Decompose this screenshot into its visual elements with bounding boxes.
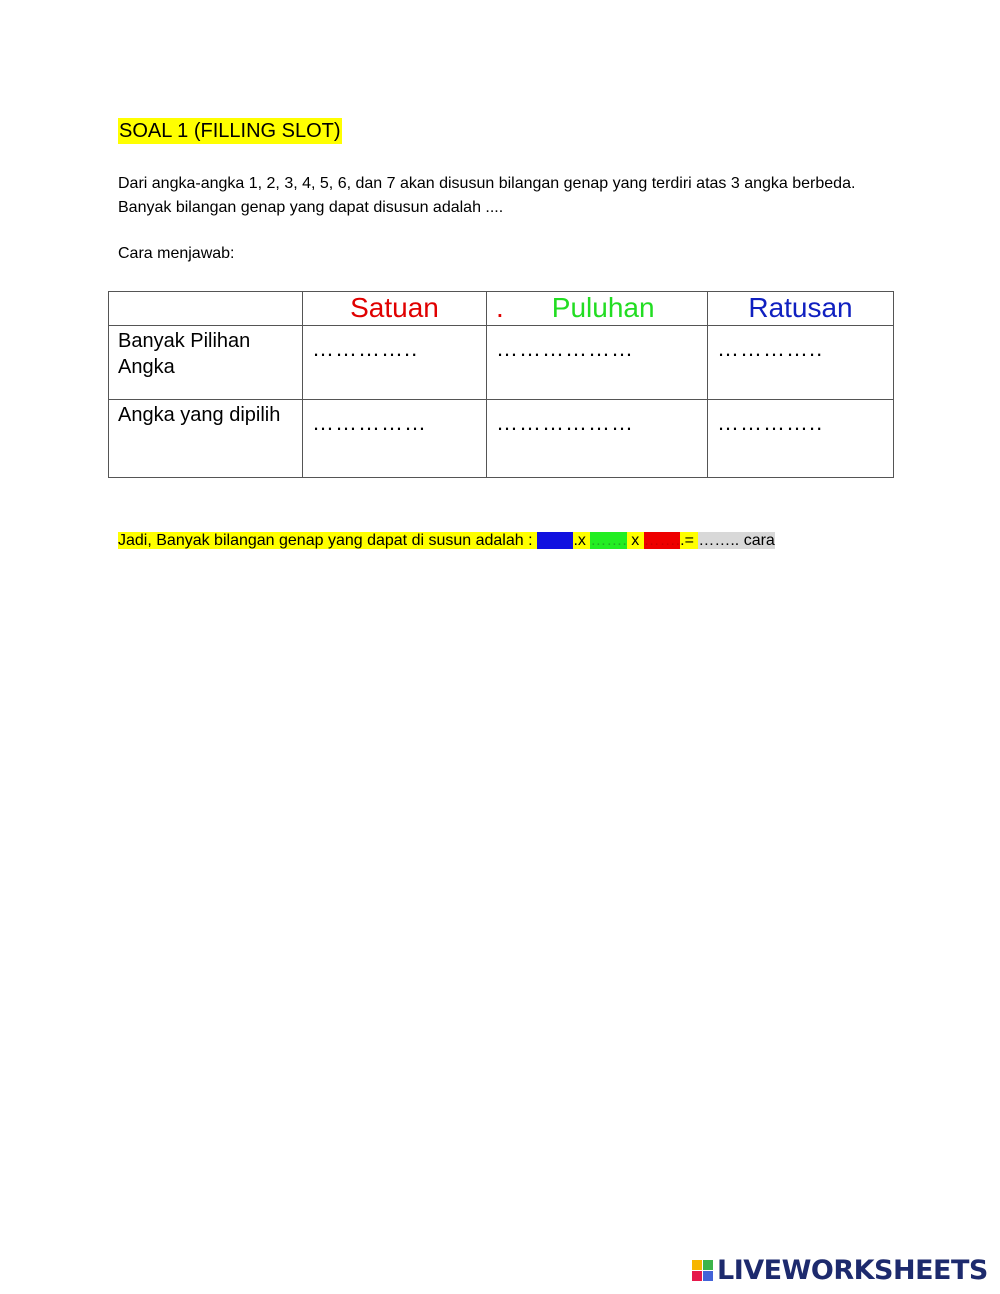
answer-blank-green[interactable]: ……. [590,532,627,549]
header-satuan: Satuan [303,292,487,326]
header-puluhan-dot: . [496,292,504,323]
slot-puluhan-dipilih[interactable]: ……………… [487,400,708,478]
header-puluhan-label: Puluhan [551,292,655,323]
slot-puluhan-pilihan[interactable]: ……………… [487,326,708,400]
answer-blank-result[interactable]: …….. cara [698,532,775,549]
row-label-banyak-pilihan: Banyak Pilihan Angka [109,326,303,400]
summary-line [118,530,775,552]
times-sign-1: .x [573,532,591,549]
header-ratusan: Ratusan [708,292,894,326]
question-text: Dari angka-angka 1, 2, 3, 4, 5, 6, dan 7 akan disusun bilangan genap yang terdiri atas 3 angka berbeda. Banyak bilangan genap yang dapat disusun adalah .... [118,175,856,216]
table-header-row [109,292,894,326]
slot-ratusan-dipilih[interactable]: ………….. [708,400,894,478]
answer-method-label: Cara menjawab: [118,245,235,262]
slot-satuan-dipilih[interactable]: …………… [303,400,487,478]
table-row [109,326,894,400]
answer-blank-blue[interactable]: ……. [536,532,574,549]
liveworksheets-logo-text: LIVEWORKSHEETS [717,1254,988,1286]
header-puluhan [487,292,708,326]
table-row [109,400,894,478]
liveworksheets-logo-icon [692,1260,713,1281]
times-sign-2: x [626,532,644,549]
table-corner-cell [109,292,303,326]
row-label-angka-dipilih: Angka yang dipilih [109,400,303,478]
slot-satuan-pilihan[interactable]: ………….. [303,326,487,400]
summary-prefix: Jadi, Banyak bilangan genap yang dapat di susun adalah : [118,532,537,549]
slot-ratusan-pilihan[interactable]: ………….. [708,326,894,400]
filling-slot-table [108,291,894,478]
liveworksheets-logo [692,1255,988,1285]
answer-blank-red[interactable]: ……. [643,532,681,549]
question-title: SOAL 1 (FILLING SLOT) [119,120,341,142]
equals-sign: .= [680,532,699,549]
